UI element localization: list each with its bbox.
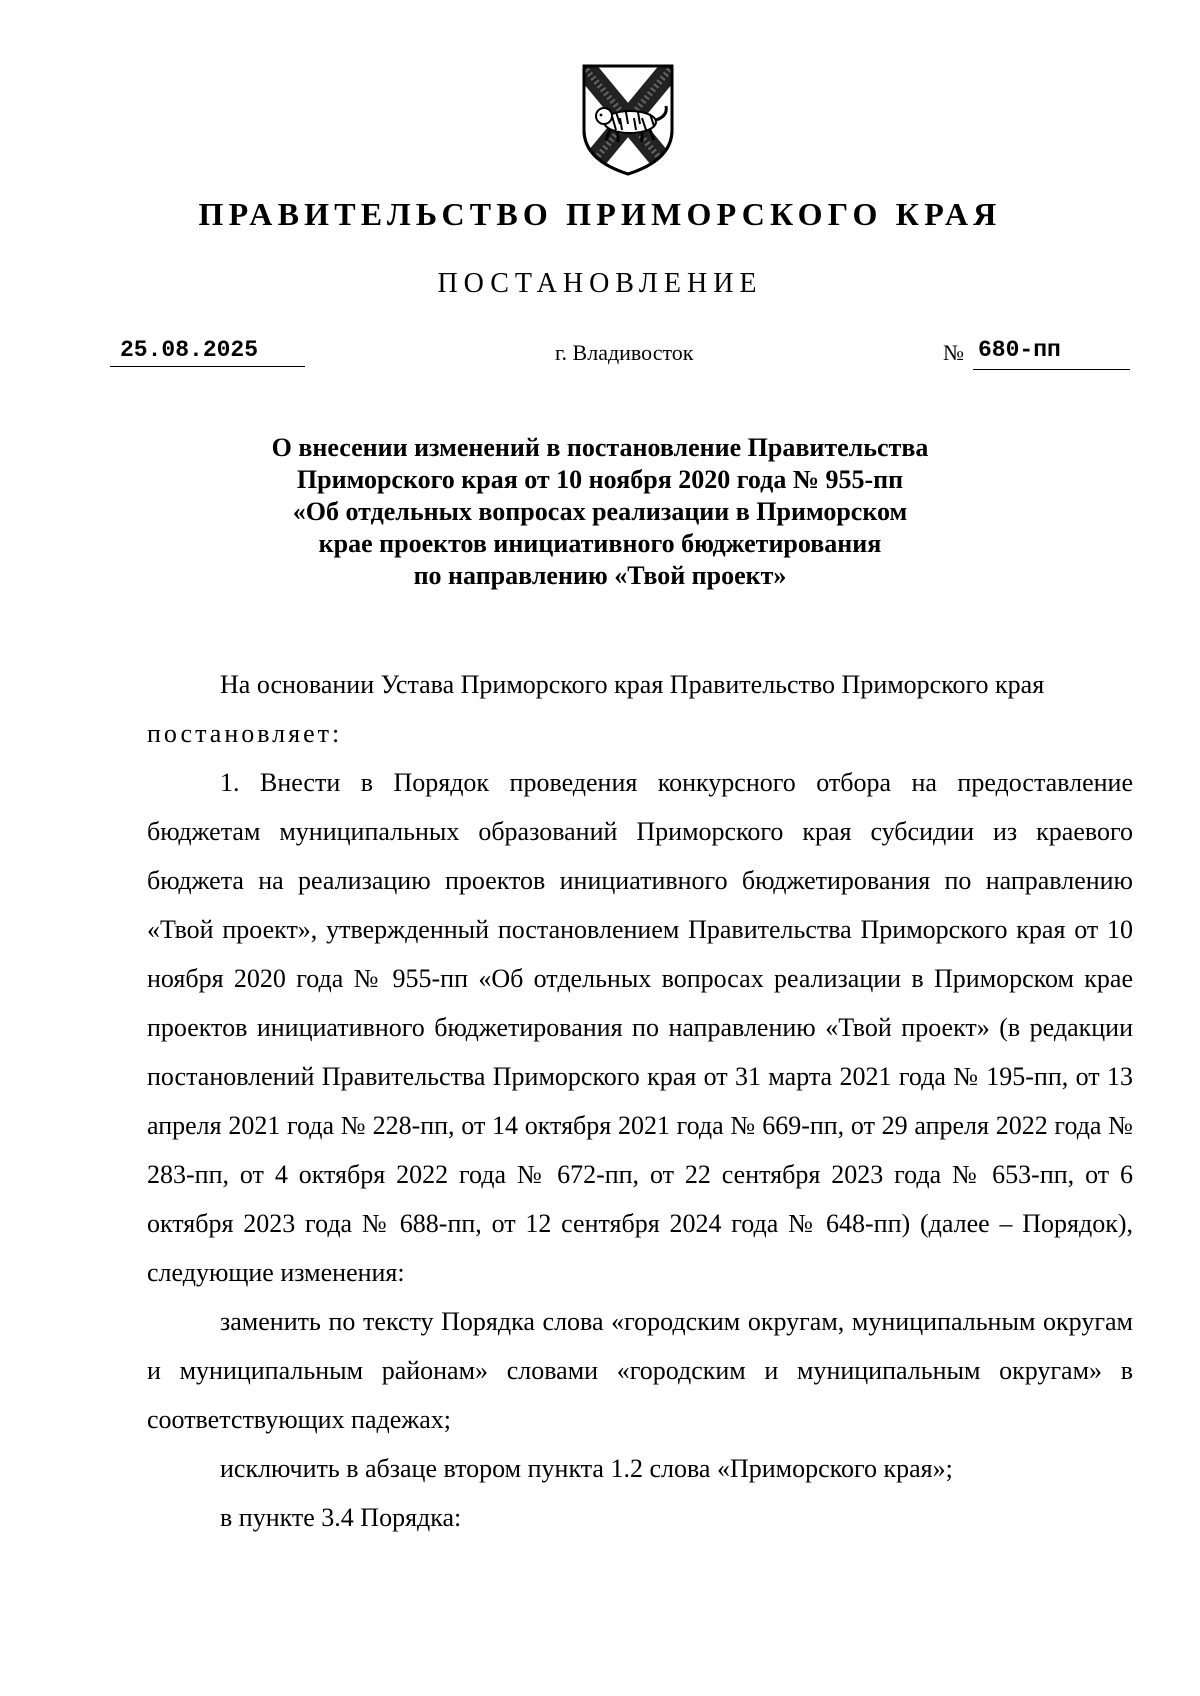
document-body xyxy=(147,660,1133,1542)
subject-line: по направлению «Твой проект» xyxy=(413,561,787,590)
paragraph-3: исключить в абзаце втором пункта 1.2 слова «Приморского края»; xyxy=(220,1454,953,1483)
document-type: ПОСТАНОВЛЕНИЕ xyxy=(437,268,763,299)
paragraph-4: в пункте 3.4 Порядка: xyxy=(220,1503,462,1532)
paragraph-2: заменить по тексту Порядка слова «городским округам, муниципальным округам и муниципальным районам» словами «городским и муниципальным округам» в соответствующих падежах; xyxy=(147,1307,1133,1434)
number-label: № xyxy=(943,340,964,365)
government-name: ПРАВИТЕЛЬСТВО ПРИМОРСКОГО КРАЯ xyxy=(198,196,1002,232)
subject-line: Приморского края от 10 ноября 2020 года № 955-пп xyxy=(296,465,904,494)
document-subject xyxy=(240,432,960,592)
document-date: 25.08.2025 xyxy=(120,337,259,363)
decree-word: постановляет: xyxy=(147,719,343,748)
subject-line: О внесении изменений в постановление Правительства xyxy=(271,433,929,462)
document-number: 680-пп xyxy=(978,337,1061,363)
subject-line: «Об отдельных вопросах реализации в Приморском xyxy=(292,497,908,526)
preamble-paragraph: На основании Устава Приморского края Правительство Приморского края xyxy=(220,670,1045,699)
date-underline xyxy=(110,366,305,367)
primorye-coat-of-arms-icon xyxy=(580,60,676,178)
subject-line: крае проектов инициативного бюджетирования xyxy=(318,529,882,558)
number-underline xyxy=(973,369,1130,370)
document-city: г. Владивосток xyxy=(555,340,694,365)
paragraph-1: 1. Внести в Порядок проведения конкурсного отбора на предоставление бюджетам муниципальных образований Приморского края субсидии из краевого бюджета на реализацию проектов инициативного бюджетирования по направлению «Твой проект», утвержденный постановлением Правительства Приморского края от 10 ноября 2020 года № 955-пп «Об отдельных вопросах реализации в Приморском крае проектов инициативного бюджетирования по направлению «Твой проект» (в редакции постановлений Правительства Приморского края от 31 марта 2021 года № 195-пп, от 13 апреля 2021 года № 228-пп, от 14 октября 2021 года № 669-пп, от 29 апреля 2022 года № 283-пп, от 4 октября 2022 года № 672-пп, от 22 сентября 2023 года № 653-пп, от 6 октября 2023 года № 688-пп, от 12 сентября 2024 года № 648-пп) (далее – Порядок), следующие изменения: xyxy=(147,768,1133,1287)
